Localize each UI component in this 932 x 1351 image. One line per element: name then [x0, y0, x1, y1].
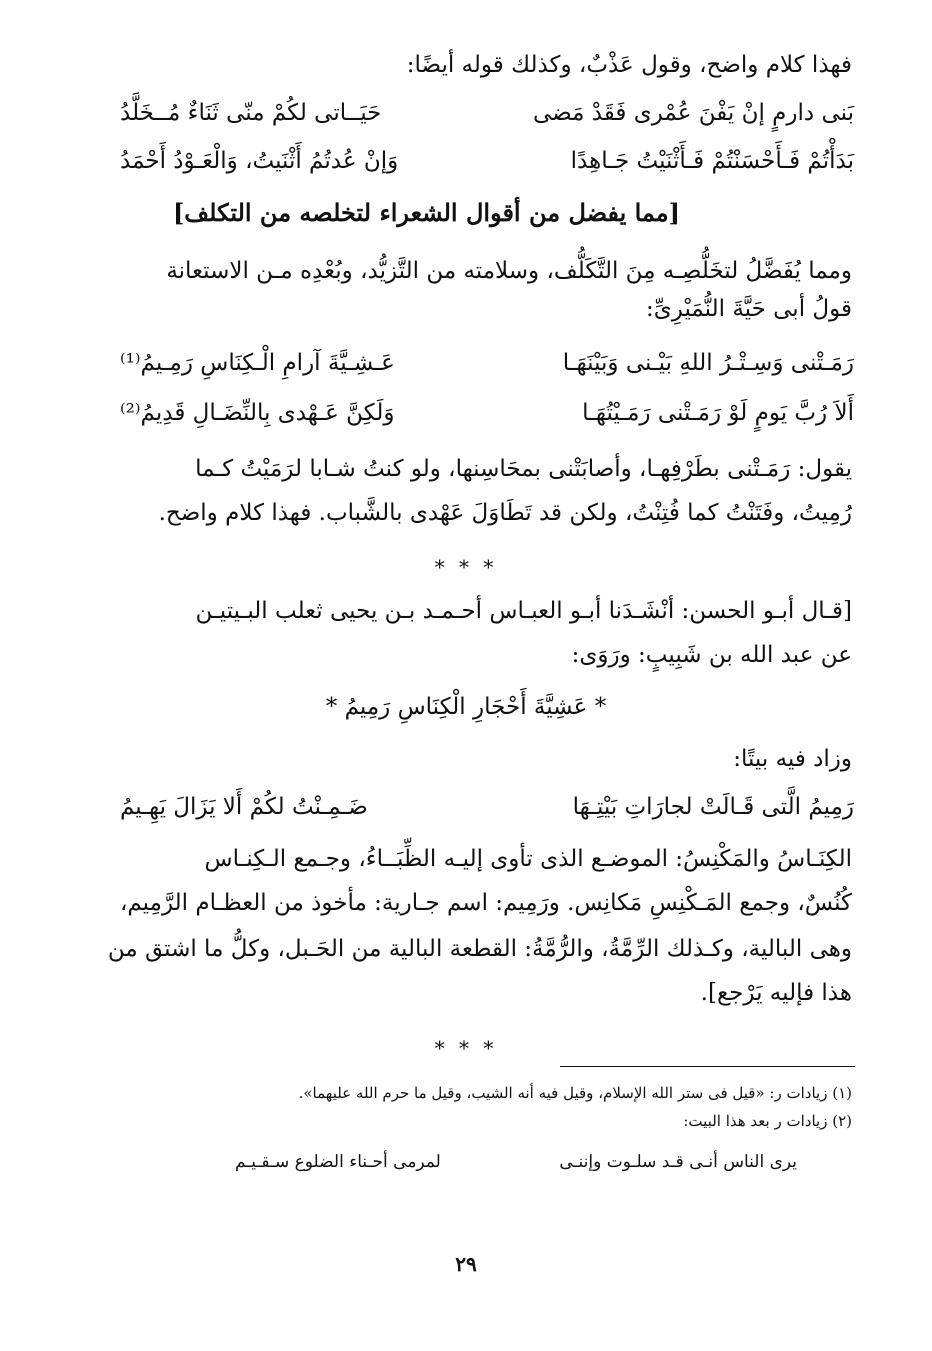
verse-hemistich-left: ضَـمِـنْتُ لكُمْ أَلا يَزَالَ يَهِـيمُ [120, 794, 368, 820]
section-divider-stars: * * * [434, 1036, 498, 1060]
page-number: ٢٩ [455, 1252, 477, 1276]
footnote-verse-left: لمرمى أحـناء الضلوع سـقـيـم [235, 1152, 441, 1172]
text-line: كُنُسٌ، وجمع المَـكْنِسِ مَكانِس. ورَمِيم: اسم جـارية: مأخوذ من العظـام الرَّمِيم، [119, 890, 852, 916]
verse-hemistich-right: رَمِيمُ الَّتى قَـالَتْ لجارَاتِ بَيْتِـهَا [572, 794, 854, 820]
verse-hemistich-right: أَلاَ رُبَّ يَومٍ لَوْ رَمَـتْنى رَمَـيْتُهَـا [582, 400, 854, 426]
text-line: هذا فإليه يَرْجع]. [700, 980, 852, 1006]
text-line: قولُ أبى حَيَّةَ النُّمَيْرِىِّ: [646, 296, 852, 322]
footnote-1: (١) زيادات ر: «قيل فى ستر الله الإسلام، وقيل فيه أنه الشيب، وقيل ما حرم الله عليهما». [298, 1084, 852, 1102]
text-line: [قـال أبـو الحسن: أنْشَـدَنا أبـو العبـاس أحـمـد بـن يحيى ثعلب البـيتيـن [195, 598, 852, 624]
verse-hemistich-left: عَـشِـيَّةَ آرامِ الْـكِنَاسِ رَمِـيمُ⁽¹⁾ [120, 350, 395, 376]
text-line: فهذا كلام واضح، وقول عَذْبٌ، وكذلك قوله أيضًا: [406, 52, 852, 78]
section-heading: [مما يفضل من أقوال الشعراء لتخلصه من التكلف] [172, 198, 680, 227]
verse-hemistich-left: وَلَكِنَّ عَـهْدى بِالنِّضَـالِ قَدِيمُ⁽²⁾ [120, 400, 395, 426]
text-line: وهى البالية، وكـذلك الرِّمَّةُ، والرُّمَّةُ: القطعة البالية من الحَـبل، وكلُّ ما اشتق من [107, 936, 852, 962]
text-line: ومما يُفَضَّلُ لتخَلُّصِـه مِنَ التَّكَلُّف، وسلامته من التَّزيُّد، وبُعْدِه مـن الاستعانة [166, 258, 852, 284]
section-divider-stars: * * * [434, 555, 498, 579]
verse-hemistich-left: وَإنْ عُدتُمُ أَثْنَيتُ، وَالْعَـوْدُ أَحْمَدُ [120, 148, 399, 174]
text-line: الكِنَـاسُ والمَكْنِسُ: الموضـع الذى تأوى إليـه الظِّبَــاءُ، وجـمع الـكِنـاس [204, 846, 852, 872]
text-line: وزاد فيه بيتًا: [733, 746, 852, 772]
verse-hemistich-right: بَنى دارمٍ إنْ يَفْنَ عُمْرى فَقَدْ مَضى [532, 100, 854, 126]
footnote-2: (٢) زيادات ر بعد هذا البيت: [683, 1112, 852, 1130]
text-line: يقول: رَمَـتْنى بطَرْفِهـا، وأصابَتْنى بمحَاسِنها، ولو كنتُ شـابا لرَمَيْتُ كـما [195, 456, 852, 482]
hemistich-line: * عَشِيَّةَ أَحْجَارِ الْكِنَاسِ رَمِيمُ * [325, 694, 607, 720]
verse-hemistich-right: رَمَـتْنى وَسِـتْـرُ اللهِ بَيْـنى وَبَيْنَهَـا [562, 350, 854, 376]
footnote-rule [560, 1066, 855, 1067]
footnote-verse-right: يرى الناس أنـى قـد سلـوت وإننـى [559, 1152, 797, 1172]
verse-hemistich-left: حَيَــاتى لكُمْ منّى ثَنَاءٌ مُــخَلَّدُ [120, 100, 382, 126]
text-line: رُمِيتُ، وفَتَنْتُ كما فُتِنْتُ، ولكن قد تَطَاوَلَ عَهْدى بالشَّباب. فهذا كلام واضح. [158, 500, 852, 526]
verse-hemistich-right: بَدَأْتُمْ فَـأَحْسَنْتُمْ فَـأَثْنَيْتُ جَـاهِدًا [570, 148, 854, 174]
text-line: عن عبد الله بن شَبِيبٍ: ورَوَى: [571, 642, 852, 668]
